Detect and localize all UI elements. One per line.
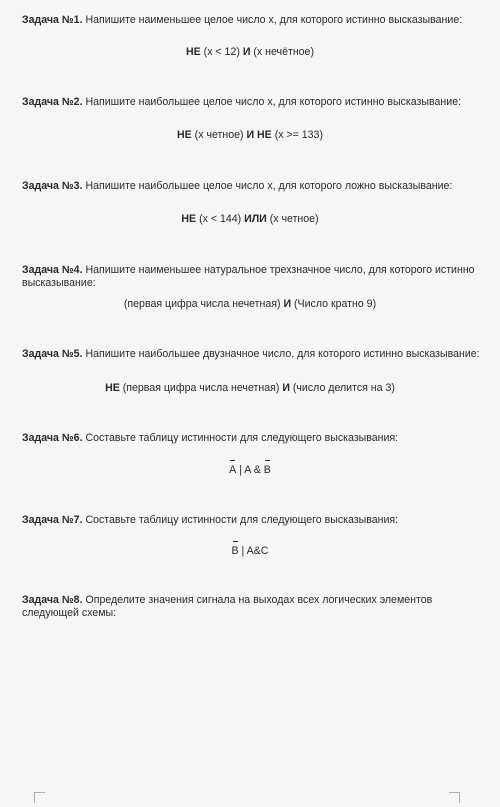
task-7-text: Составьте таблицу истинности для следующего высказывания: (85, 514, 399, 526)
task-7-expression (0, 545, 500, 558)
crop-corner-right (449, 792, 460, 803)
task-2-number: Задача №2. (22, 96, 83, 108)
task-6-expression (0, 464, 500, 477)
task-4-expression (0, 298, 500, 311)
task-1-expression (0, 46, 500, 59)
task-6 (22, 432, 492, 445)
task-6-expr-not-a: A (229, 464, 237, 476)
task-4-text: Напишите наименьшее натуральное трехзначное число, для которого истинно высказывание: (22, 264, 475, 289)
task-1-expr-cond1: (x < 12) (200, 46, 243, 58)
task-3-expr-cond2: (x четное) (266, 213, 319, 225)
task-2 (22, 96, 492, 109)
task-5 (22, 348, 492, 361)
task-1-expr-not: НЕ (186, 46, 201, 58)
task-1-number: Задача №1. (22, 14, 83, 26)
task-3-text: Напишите наибольшее целое число x, для которого ложно высказывание: (85, 180, 453, 192)
task-7-expr-rest: | A&C (238, 545, 269, 557)
task-3-number: Задача №3. (22, 180, 83, 192)
task-2-expr-and-not: И НЕ (246, 129, 272, 141)
task-6-expr-not-b: B (263, 464, 271, 476)
task-2-expr-cond2: (x >= 133) (271, 129, 323, 141)
task-8-number: Задача №8. (22, 594, 83, 606)
task-1-expr-and: И (242, 46, 251, 58)
task-7 (22, 514, 492, 527)
task-2-expr-cond1: (x четное) (191, 129, 247, 141)
task-6-number: Задача №6. (22, 432, 83, 444)
task-3-expr-or: ИЛИ (244, 213, 267, 225)
task-8-text: Определите значения сигнала на выходах всех логических элементов следующей схемы: (22, 594, 433, 619)
task-6-expr-mid: | A & (236, 464, 264, 476)
task-3 (22, 180, 492, 193)
task-5-number: Задача №5. (22, 348, 83, 360)
task-3-expr-not: НЕ (181, 213, 197, 225)
task-4-number: Задача №4. (22, 264, 83, 276)
task-5-text: Напишите наибольшее двузначное число, для которого истинно высказывание: (85, 348, 480, 360)
task-4-expr-and: И (283, 298, 292, 310)
task-2-text: Напишите наибольшее целое число x, для которого истинно высказывание: (85, 96, 462, 108)
task-8 (22, 594, 462, 620)
task-7-expr-not-b: B (231, 545, 239, 557)
task-3-expression (0, 213, 500, 226)
task-3-expr-cond1: (x < 144) (196, 213, 245, 225)
task-1 (22, 14, 492, 27)
task-7-number: Задача №7. (22, 514, 83, 526)
crop-corner-left (34, 792, 45, 803)
task-2-expr-not: НЕ (177, 129, 192, 141)
task-5-expr-and: И (282, 382, 290, 394)
task-4-expr-cond2: (Число кратно 9) (291, 298, 377, 310)
task-6-text: Составьте таблицу истинности для следующего высказывания: (85, 432, 399, 444)
task-5-expr-cond1: (первая цифра числа нечетная) (119, 382, 283, 394)
task-5-expression (0, 382, 500, 395)
task-5-expr-cond2: (число делится на 3) (289, 382, 395, 394)
task-4 (22, 264, 492, 290)
task-2-expression (0, 129, 500, 142)
task-5-expr-not: НЕ (105, 382, 120, 394)
task-1-expr-cond2: (x нечётное) (250, 46, 314, 58)
task-1-text: Напишите наименьшее целое число x, для которого истинно высказывание: (85, 14, 463, 26)
task-4-expr-cond1: (первая цифра числа нечетная) (123, 298, 284, 310)
